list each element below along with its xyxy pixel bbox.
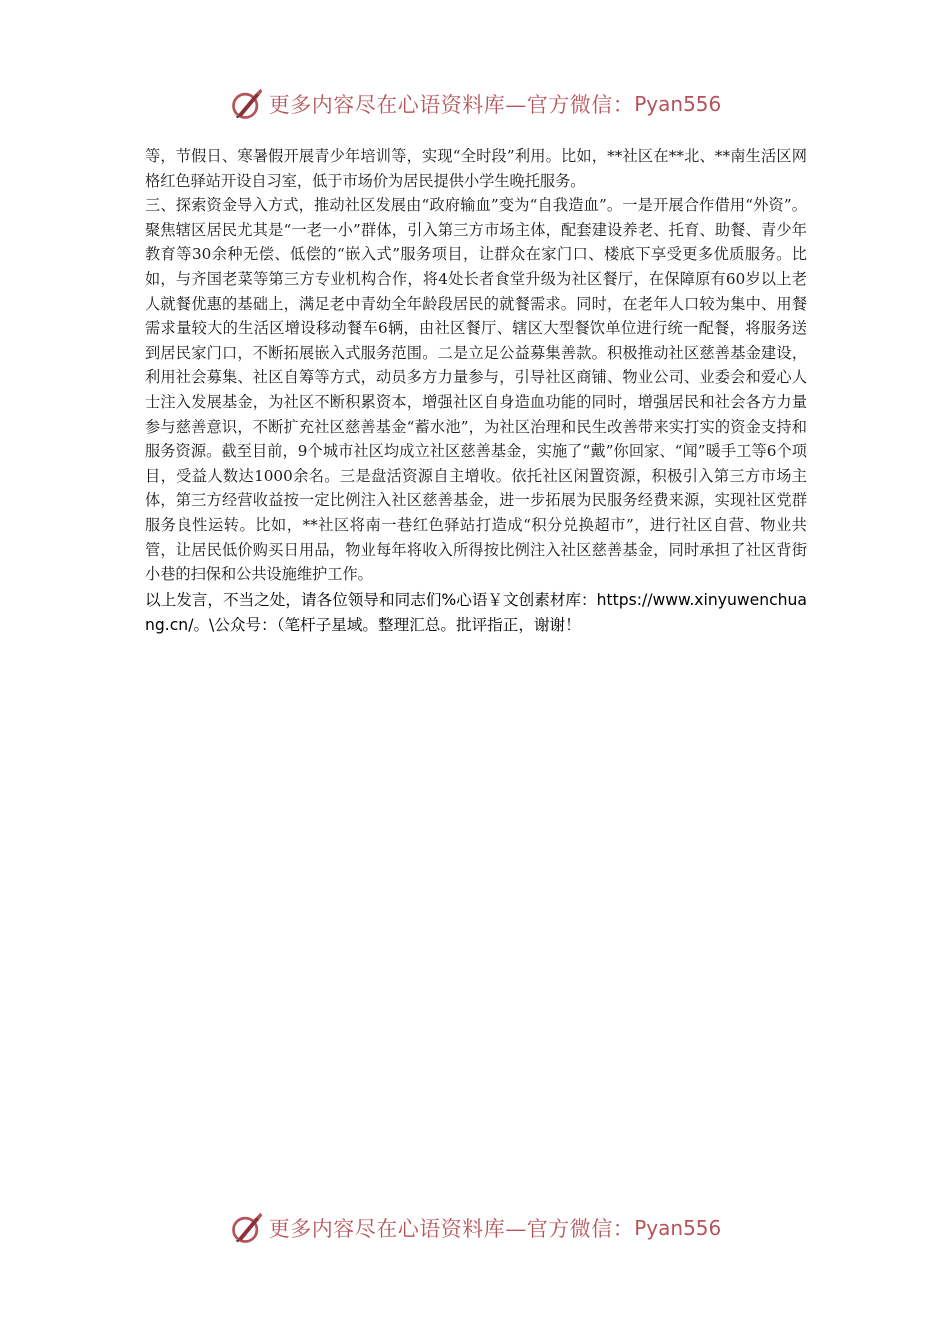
paragraph-continuation: 等，节假日、寒暑假开展青少年培训等，实现“全时段”利用。比如，**社区在**北、**南生活区网格红色驿站开设自习室，低于市场价为居民提供小学生晚托服务。: [145, 147, 807, 190]
closing-remarks: 以上发言，不当之处，请各位领导和同志们%心语￥文创素材库：https://www.xinyuwenchuang.cn/。\公众号：（笔杆子星域。整理汇总。批评指正，谢谢！: [145, 590, 807, 634]
paragraph-section-three: 三、探索资金导入方式，推动社区发展由“政府输血”变为“自我造血”。一是开展合作借用“外资”。聚焦辖区居民尤其是“一老一小”群体，引入第三方市场主体，配套建设养老、托育、助餐、青少年教育等30余种无偿、低偿的“嵌入式”服务项目，让群众在家门口、楼底下享受更多优质服务。比如，与齐国老菜等第三方专业机构合作，将4处长者食堂升级为社区餐厅，在保障原有60岁以上老人就餐优惠的基础上，满足老中青幼全年龄段居民的就餐需求。同时，在老年人口较为集中、用餐需求量较大的生活区增设移动餐车6辆，由社区餐厅、辖区大型餐饮单位进行统一配餐，将服务送到居民家门口，不断拓展嵌入式服务范围。二是立足公益募集善款。积极推动社区慈善基金建设，利用社会募集、社区自筹等方式，动员多方力量参与，引导社区商铺、物业公司、业委会和爱心人士注入发展基金，为社区不断积累资本，增强社区自身造血功能的同时，增强居民和社会各方力量参与慈善意识，不断扩充社区慈善基金“蓄水池”，为社区治理和民生改善带来实打实的资金支持和服务资源。截至目前，9个城市社区均成立社区慈善基金，实施了“戴”你回家、“闻”暖手工等6个项目，受益人数达1000余名。三是盘活资源自主增收。依托社区闲置资源，积极引入第三方市场主体，第三方经营收益按一定比例注入社区慈善基金，进一步拓展为民服务经费来源，实现社区党群服务良性运转。比如，**社区将南一巷红色驿站打造成“积分兑换超市”，进行社区自营、物业共管，让居民低价购买日用品，物业每年将收入所得按比例注入社区慈善基金，同时承担了社区背街小巷的扫保和公共设施维护工作。: [145, 196, 807, 584]
banner-text: 更多内容尽在心语资料库—官方微信：: [268, 1217, 635, 1241]
document-body: [145, 144, 807, 638]
banner-text: 更多内容尽在心语资料库—官方微信：: [268, 93, 635, 117]
header-watermark-banner: [0, 84, 950, 124]
pen-circle-logo-icon: [229, 1210, 265, 1246]
banner-wechat-id: Pyan556: [634, 1216, 722, 1240]
footer-watermark-banner: [0, 1208, 950, 1248]
pen-circle-logo-icon: [229, 86, 265, 122]
banner-wechat-id: Pyan556: [634, 92, 722, 116]
